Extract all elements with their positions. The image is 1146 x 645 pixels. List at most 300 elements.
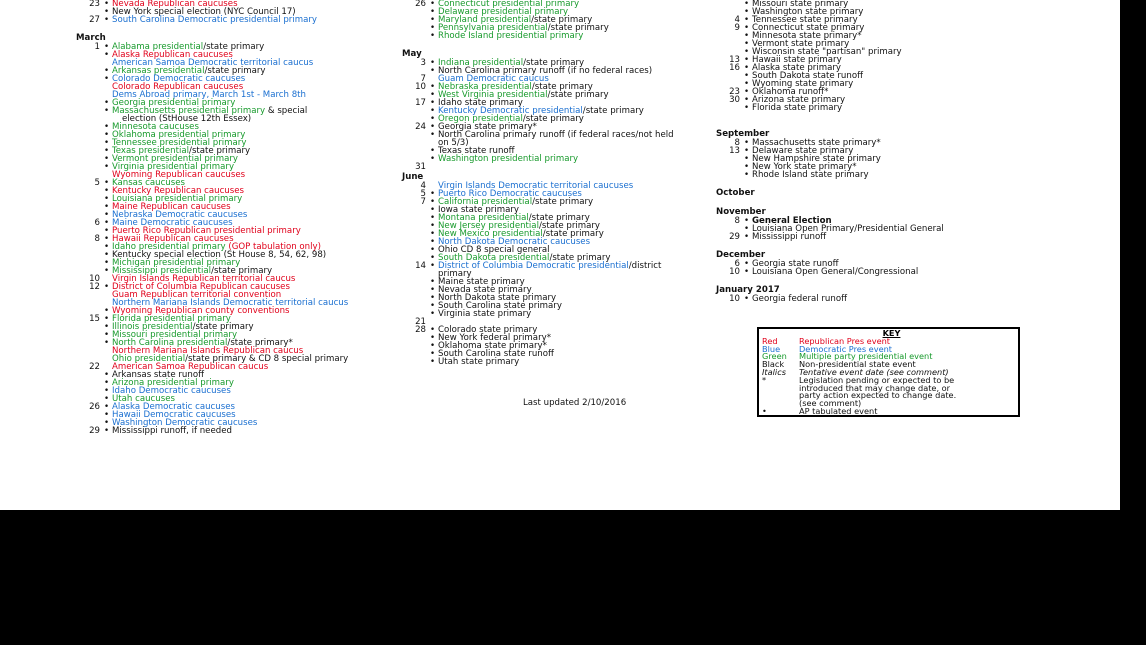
- ap-bullet-icon: •: [104, 194, 110, 204]
- key-label: Green: [762, 351, 787, 362]
- entry-text-part: North Carolina primary runoff (if no federal races): [438, 66, 653, 76]
- ap-bullet-icon: •: [430, 82, 436, 92]
- calendar-entry: [76, 258, 241, 268]
- entry-text: [752, 233, 826, 241]
- entry-text-part: Puerto Rico Democratic caucuses: [438, 189, 582, 199]
- ap-bullet-icon: •: [104, 386, 110, 396]
- entry-text-part: New York federal primary*: [438, 333, 551, 343]
- entry-text-part: /state primary: [582, 106, 644, 116]
- ap-bullet-icon: •: [430, 15, 436, 25]
- entry-day: 4: [734, 15, 740, 25]
- calendar-entry: [402, 349, 554, 359]
- ap-bullet-icon: •: [104, 74, 110, 84]
- entry-text-part: Delaware presidential primary: [438, 7, 569, 17]
- entry-text: [112, 16, 317, 24]
- entry-day: 28: [415, 325, 426, 335]
- calendar-entry: [402, 130, 674, 140]
- entry-text-part: Minnesota caucuses: [112, 122, 199, 132]
- entry-text-part: Illinois presidential: [112, 322, 193, 332]
- ap-bullet-icon: •: [104, 7, 110, 17]
- calendar-entry: [76, 154, 238, 164]
- calendar-entry: [716, 198, 780, 206]
- calendar-entry: [76, 410, 236, 420]
- calendar-entry: [76, 194, 243, 204]
- ap-bullet-icon: •: [430, 114, 436, 124]
- calendar-entry: [76, 74, 246, 84]
- entry-day: 17: [415, 98, 426, 108]
- ap-bullet-icon: •: [430, 357, 436, 367]
- ap-bullet-icon: •: [104, 338, 110, 348]
- month-heading: September: [716, 129, 770, 139]
- ap-bullet-icon: •: [104, 146, 110, 156]
- key-label: *: [762, 374, 767, 385]
- key-label: Blue: [762, 343, 781, 354]
- ap-bullet-icon: •: [430, 261, 436, 271]
- month-heading: December: [716, 250, 766, 260]
- calendar-entry: [402, 293, 557, 303]
- calendar-entry: [76, 138, 247, 148]
- calendar-entry: [76, 322, 254, 332]
- entry-text-part: /state primary: [189, 146, 251, 156]
- entry-day: 15: [89, 314, 100, 324]
- entry-day: 10: [729, 267, 740, 277]
- entry-text-part: Connecticut state primary: [752, 23, 865, 33]
- entry-text-part: Alaska Democratic caucuses: [112, 402, 235, 412]
- ap-bullet-icon: •: [430, 106, 436, 116]
- entry-text-part: Guam Republican territorial convention: [112, 290, 282, 300]
- entry-text-part: American Samoa Democratic territorial caucus: [112, 58, 314, 68]
- ap-bullet-icon: •: [104, 314, 110, 324]
- calendar-entry: [76, 362, 269, 372]
- entry-text-part: South Dakota presidential: [438, 253, 550, 263]
- ap-bullet-icon: •: [430, 245, 436, 255]
- ap-bullet-icon: •: [104, 15, 110, 25]
- calendar-entry: [402, 197, 594, 207]
- entry-day: 29: [89, 426, 100, 436]
- entry-text-part: Washington Democratic caucuses: [112, 418, 258, 428]
- ap-bullet-icon: •: [744, 138, 750, 148]
- ap-bullet-icon: •: [104, 0, 110, 9]
- entry-day: 29: [729, 232, 740, 242]
- entry-text-part: North Dakota Democratic caucuses: [438, 237, 591, 247]
- entry-text-part: Louisiana Open General/Congressional: [752, 267, 919, 277]
- ap-bullet-icon: •: [430, 349, 436, 359]
- ap-bullet-icon: •: [430, 58, 436, 68]
- month-heading: November: [716, 207, 766, 217]
- entry-text-part: Kentucky special election (St House 8, 54, 62, 98): [112, 250, 327, 260]
- entry-text-part: /state primary: [522, 114, 584, 124]
- ap-bullet-icon: •: [744, 170, 750, 180]
- entry-text-part: Connecticut presidential primary: [438, 0, 580, 9]
- calendar-entry: [402, 205, 519, 215]
- entry-day: 8: [734, 138, 740, 148]
- entry-text-part: West Virginia presidential: [438, 90, 548, 100]
- calendar-entry: [716, 112, 780, 120]
- ap-bullet-icon: •: [430, 90, 436, 100]
- ap-bullet-icon: •: [744, 0, 750, 9]
- calendar-entry: [402, 237, 591, 247]
- ap-bullet-icon: •: [430, 325, 436, 335]
- entry-text-part: Oregon presidential: [438, 114, 523, 124]
- ap-bullet-icon: •: [430, 229, 436, 239]
- ap-bullet-icon: •: [104, 50, 110, 60]
- entry-text-part: primary: [438, 269, 472, 279]
- entry-text-part: Colorado state primary: [438, 325, 538, 335]
- calendar-entry: [716, 120, 780, 128]
- entry-text-part: Georgia state runoff: [752, 259, 839, 269]
- entry-text-part: Minnesota state primary*: [752, 31, 862, 41]
- entry-text-part: Oklahoma state primary*: [438, 341, 547, 351]
- ap-bullet-icon: •: [104, 210, 110, 220]
- month-heading: June: [402, 172, 424, 182]
- ap-bullet-icon: •: [744, 294, 750, 304]
- entry-text-part: Ohio CD 8 special general: [438, 245, 550, 255]
- calendar-entry: [402, 221, 600, 231]
- entry-text-part: Wyoming state primary: [752, 79, 854, 89]
- key-title: KEY: [882, 328, 901, 338]
- entry-text-part: Rhode Island presidential primary: [438, 31, 584, 41]
- ap-bullet-icon: •: [104, 106, 110, 116]
- entry-text-part: New Jersey presidential: [438, 221, 539, 231]
- month-heading: May: [402, 49, 422, 59]
- entry-day: 27: [89, 15, 100, 25]
- calendar-entry: [76, 218, 233, 228]
- calendar-entry: [76, 234, 234, 244]
- entry-text: [752, 295, 847, 303]
- entry-text-part: Virgin Islands Republican territorial caucus: [112, 274, 296, 284]
- entry-day: 6: [94, 218, 100, 228]
- ap-bullet-icon: •: [744, 31, 750, 41]
- entry-text: [438, 358, 519, 366]
- ap-bullet-icon: •: [430, 66, 436, 76]
- ap-bullet-icon: •: [104, 42, 110, 52]
- entry-text-part: Texas presidential: [112, 146, 190, 156]
- entry-text-part: Maryland presidential: [438, 15, 532, 25]
- entry-text-part: California presidential: [438, 197, 533, 207]
- entry-text-part: Texas state runoff: [438, 146, 515, 156]
- entry-day: 6: [734, 259, 740, 269]
- ap-bullet-icon: •: [430, 146, 436, 156]
- entry-text-part: on 5/3): [438, 138, 469, 148]
- calendar-entry: [402, 261, 662, 271]
- entry-text-part: /state primary: [538, 221, 600, 231]
- calendar-entry: [76, 338, 293, 348]
- entry-text-part: South Carolina state primary: [438, 301, 562, 311]
- calendar-entry: [402, 269, 472, 279]
- entry-text-part: /state primary: [192, 322, 254, 332]
- ap-bullet-icon: •: [744, 15, 750, 25]
- entry-text-part: & special: [265, 106, 308, 116]
- entry-day: 5: [420, 189, 426, 199]
- calendar-entry: [716, 276, 780, 284]
- entry-text-part: Massachusetts state primary*: [752, 138, 881, 148]
- ap-bullet-icon: •: [104, 242, 110, 252]
- entry-day: 23: [89, 0, 100, 9]
- entry-text-part: Kansas caucuses: [112, 178, 186, 188]
- calendar-entry: [716, 103, 843, 113]
- entry-text-part: Guam Democratic caucus: [438, 74, 549, 84]
- calendar-entry: [402, 138, 469, 148]
- entry-text-part: Missouri presidential primary: [112, 330, 238, 340]
- ap-bullet-icon: •: [430, 213, 436, 223]
- calendar-entry: [76, 314, 231, 324]
- entry-text-part: New York special election (NYC Council 17): [112, 7, 296, 17]
- entry-text-part: Tennessee state primary: [752, 15, 858, 25]
- ap-bullet-icon: •: [104, 370, 110, 380]
- ap-bullet-icon: •: [744, 146, 750, 156]
- entry-text-part: /state primary: [531, 82, 593, 92]
- entry-text-part: Hawaii Republican caucuses: [112, 234, 234, 244]
- key-description: Democratic Pres event: [799, 343, 893, 354]
- calendar-entry: [402, 98, 523, 108]
- key-row: [759, 392, 1018, 400]
- calendar-entry: [76, 98, 236, 108]
- key-description: Multiple party presidential event: [799, 351, 933, 362]
- ap-bullet-icon: •: [104, 202, 110, 212]
- entry-text-part: Alaska state primary: [752, 63, 841, 73]
- ap-bullet-icon: •: [104, 250, 110, 260]
- ap-bullet-icon: •: [104, 234, 110, 244]
- entry-text-part: Dems Abroad primary, March 1st - March 8th: [112, 90, 306, 100]
- calendar-entry: [76, 130, 246, 140]
- entry-text-part: election (StHouse 12th Essex): [122, 114, 252, 124]
- calendar-entry: [76, 114, 252, 124]
- ap-bullet-icon: •: [430, 309, 436, 319]
- entry-text: [752, 104, 842, 112]
- key-label: Red: [762, 335, 778, 346]
- entry-text-part: Hawaii state primary: [752, 55, 842, 65]
- calendar-entry: [402, 301, 562, 311]
- entry-day: 31: [415, 162, 426, 172]
- entry-day: 3: [420, 58, 426, 68]
- ap-bullet-icon: •: [744, 216, 750, 226]
- calendar-entry: [402, 229, 604, 239]
- calendar-entry: [402, 285, 532, 295]
- entry-text-part: North Carolina presidential: [112, 338, 228, 348]
- entry-text-part: Missouri state primary: [752, 0, 849, 9]
- ap-bullet-icon: •: [104, 394, 110, 404]
- ap-bullet-icon: •: [744, 224, 750, 234]
- calendar-entry: [76, 170, 246, 180]
- ap-bullet-icon: •: [104, 178, 110, 188]
- calendar-entry: [402, 0, 580, 9]
- calendar-entry: [76, 186, 244, 196]
- calendar-entry: [76, 210, 248, 220]
- entry-text-part: Hawaii Democratic caucuses: [112, 410, 236, 420]
- entry-text-part: Pennsylvania presidential: [438, 23, 548, 33]
- key-description: Non-presidential state event: [799, 359, 916, 370]
- entry-text-part: South Dakota state runoff: [752, 71, 863, 81]
- calendar-entry: [402, 40, 423, 48]
- ap-bullet-icon: •: [430, 122, 436, 132]
- calendar-entry: [76, 50, 233, 60]
- calendar-entry: [402, 245, 550, 255]
- ap-bullet-icon: •: [430, 293, 436, 303]
- entry-text-part: Kentucky Democratic presidential: [438, 106, 583, 116]
- entry-text-part: Michigan presidential primary: [112, 258, 241, 268]
- entry-text-part: Virginia state primary: [438, 309, 532, 319]
- ap-bullet-icon: •: [104, 266, 110, 276]
- calendar-entry: [716, 179, 780, 187]
- entry-text-part: Rhode Island state primary: [752, 170, 869, 180]
- ap-bullet-icon: •: [104, 378, 110, 388]
- entry-day: 26: [415, 0, 426, 9]
- ap-bullet-icon: •: [430, 98, 436, 108]
- calendar-entry: [76, 0, 238, 9]
- ap-bullet-icon: •: [744, 47, 750, 57]
- entry-day: 16: [729, 63, 740, 73]
- ap-bullet-icon: •: [744, 79, 750, 89]
- entry-text-part: Colorado Democratic caucuses: [112, 74, 246, 84]
- ap-bullet-icon: •: [744, 87, 750, 97]
- calendar-entry: [76, 202, 231, 212]
- entry-text-part: Ohio presidential: [112, 354, 186, 364]
- legend-key-box: [757, 327, 1020, 417]
- month-heading: January 2017: [716, 285, 780, 295]
- entry-day: 12: [89, 282, 100, 292]
- calendar-entry: [716, 267, 919, 277]
- ap-bullet-icon: •: [430, 285, 436, 295]
- entry-text-part: Northern Mariana Islands Republican caucus: [112, 346, 304, 356]
- entry-text-part: /state primary: [528, 213, 590, 223]
- key-row: [759, 405, 1018, 416]
- ap-bullet-icon: •: [104, 306, 110, 316]
- ap-bullet-icon: •: [430, 154, 436, 164]
- entry-text-part: Wyoming Republican caucuses: [112, 170, 246, 180]
- calendar-entry: [76, 106, 308, 116]
- entry-text-part: /state primary: [211, 266, 273, 276]
- key-description: Tentative event date (see comment): [799, 366, 949, 377]
- calendar-entry: [402, 277, 525, 287]
- entry-text-part: /state primary: [204, 66, 266, 76]
- entry-text-part: North Carolina primary runoff (if federal races/not held: [438, 130, 674, 140]
- ap-bullet-icon: •: [104, 426, 110, 436]
- calendar-entry: [76, 90, 306, 100]
- entry-text-part: Virginia presidential primary: [112, 162, 235, 172]
- ap-bullet-icon: •: [430, 189, 436, 199]
- entry-day: 30: [729, 95, 740, 105]
- calendar-entry: [76, 226, 301, 236]
- entry-text-part: Maine Republican caucuses: [112, 202, 231, 212]
- calendar-entry: [402, 31, 584, 41]
- entry-text-part: Maine Democratic caucuses: [112, 218, 233, 228]
- ap-bullet-icon: •: [104, 154, 110, 164]
- entry-text-part: General Election: [752, 216, 832, 226]
- ap-bullet-icon: •: [430, 253, 436, 263]
- ap-bullet-icon: •: [104, 66, 110, 76]
- entry-day: 22: [89, 362, 100, 372]
- entry-text-part: Arizona presidential primary: [112, 378, 234, 388]
- entry-text-part: Oklahoma presidential primary: [112, 130, 246, 140]
- ap-bullet-icon: •: [744, 55, 750, 65]
- calendar-entry: [402, 58, 585, 68]
- entry-day: 10: [415, 82, 426, 92]
- entry-day: 8: [94, 234, 100, 244]
- calendar-column-left: [76, 0, 349, 436]
- calendar-entry: [76, 250, 327, 260]
- key-description: Legislation pending or expected to be: [799, 374, 955, 385]
- entry-text-part: Mississippi runoff, if needed: [112, 426, 232, 436]
- calendar-entry: [76, 402, 235, 412]
- entry-text-part: Kentucky Republican caucuses: [112, 186, 244, 196]
- key-description: party action expected to change date.: [799, 390, 957, 401]
- entry-text-part: Idaho Democratic caucuses: [112, 386, 231, 396]
- calendar-entry: [402, 341, 547, 351]
- entry-text-part: /state primary: [542, 229, 604, 239]
- entry-day: 26: [89, 402, 100, 412]
- ap-bullet-icon: •: [104, 258, 110, 268]
- entry-text-part: Nebraska presidential: [438, 82, 532, 92]
- entry-text-part: /state primary*: [227, 338, 293, 348]
- entry-text: [752, 171, 869, 179]
- entry-text-part: Iowa state primary: [438, 205, 519, 215]
- calendar-entry: [402, 213, 590, 223]
- last-updated-note: Last updated 2/10/2016: [523, 398, 627, 408]
- entry-text-part: /state primary: [523, 58, 585, 68]
- entry-text-part: Florida presidential primary: [112, 314, 231, 324]
- entry-day: 4: [420, 181, 426, 191]
- entry-text-part: District of Columbia Democratic presidential: [438, 261, 629, 271]
- ap-bullet-icon: •: [744, 162, 750, 172]
- entry-text-part: Tennessee presidential primary: [112, 138, 247, 148]
- entry-text-part: District of Columbia Republican caucuses: [112, 282, 290, 292]
- entry-day: 23: [729, 87, 740, 97]
- key-description: introduced that may change date, or: [799, 382, 951, 393]
- ap-bullet-icon: •: [744, 71, 750, 81]
- key-label: Black: [762, 359, 785, 370]
- entry-text: [438, 310, 531, 318]
- calendar-entry: [76, 378, 234, 388]
- entry-text-part: /state primary: [549, 253, 611, 263]
- entry-text-part: Northern Mariana Islands Democratic territorial caucus: [112, 298, 349, 308]
- calendar-entry: [76, 330, 238, 340]
- entry-text: [438, 32, 583, 40]
- calendar-entry: [76, 58, 314, 68]
- entry-text-part: (GOP tabulation only): [225, 242, 321, 252]
- calendar-entry: [76, 122, 199, 132]
- ap-bullet-icon: •: [104, 322, 110, 332]
- ap-bullet-icon: •: [430, 23, 436, 33]
- entry-text-part: Utah state primary: [438, 357, 520, 367]
- calendar-entry: [716, 294, 848, 304]
- entry-text-part: Utah caucuses: [112, 394, 175, 404]
- entry-day: 10: [729, 294, 740, 304]
- entry-text-part: Florida state primary: [752, 103, 843, 113]
- ap-bullet-icon: •: [430, 205, 436, 215]
- ap-bullet-icon: •: [430, 7, 436, 17]
- entry-day: 5: [94, 178, 100, 188]
- calendar-entry: [76, 426, 232, 436]
- calendar-entry: [76, 42, 265, 52]
- entry-text-part: /state primary: [532, 197, 594, 207]
- entry-text-part: American Samoa Republican caucus: [112, 362, 269, 372]
- entry-text-part: Georgia state primary*: [438, 122, 537, 132]
- entry-day: 21: [415, 317, 426, 327]
- calendar-entry: [76, 298, 349, 308]
- entry-text-part: South Carolina Democratic presidential primary: [112, 15, 317, 25]
- entry-text-part: /state primary: [531, 15, 593, 25]
- calendar-column-middle: [402, 0, 674, 367]
- entry-text-part: Colorado Republican caucuses: [112, 82, 244, 92]
- entry-text-part: Mississippi runoff: [752, 232, 827, 242]
- entry-day: 8: [734, 216, 740, 226]
- ap-bullet-icon: •: [744, 63, 750, 73]
- entry-text-part: Louisiana Open Primary/Presidential General: [752, 224, 944, 234]
- entry-text-part: Alabama presidential: [112, 42, 204, 52]
- entry-text-part: Puerto Rico Republican presidential primary: [112, 226, 301, 236]
- entry-text: [438, 155, 578, 163]
- entry-text-part: Delaware state primary: [752, 146, 854, 156]
